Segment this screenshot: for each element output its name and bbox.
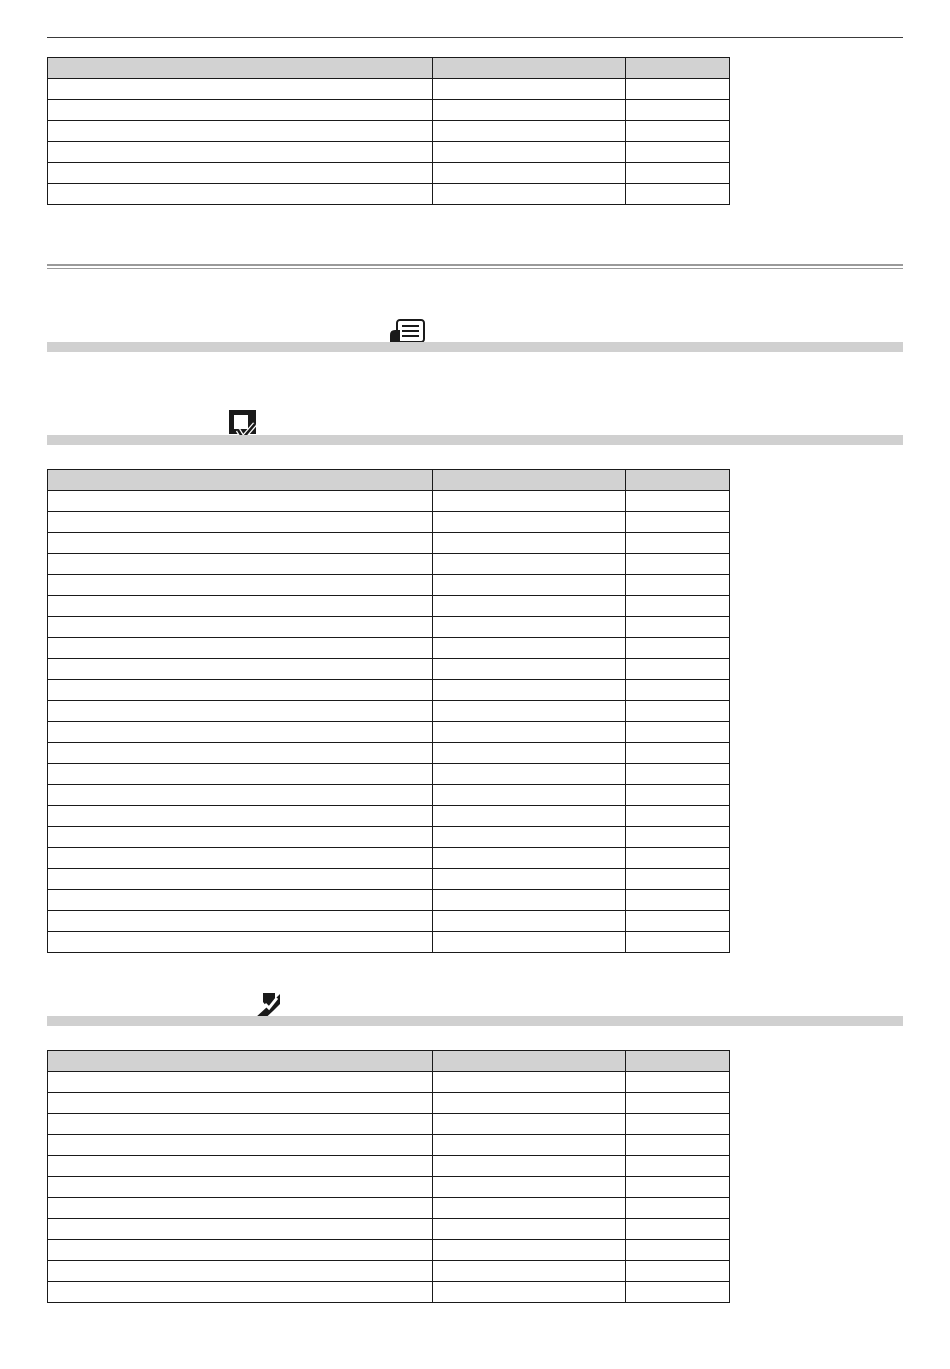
column-header bbox=[433, 1051, 626, 1072]
table-cell bbox=[626, 659, 730, 680]
table-row bbox=[48, 848, 730, 869]
table-cell bbox=[48, 890, 433, 911]
table-cell bbox=[433, 659, 626, 680]
table-cell bbox=[48, 533, 433, 554]
section-divider bbox=[47, 264, 903, 269]
table-cell bbox=[433, 554, 626, 575]
table-cell bbox=[433, 701, 626, 722]
table-cell bbox=[626, 491, 730, 512]
table-row bbox=[48, 701, 730, 722]
table-cell bbox=[626, 79, 730, 100]
table-row bbox=[48, 911, 730, 932]
table-cell bbox=[48, 659, 433, 680]
table-cell bbox=[48, 869, 433, 890]
section-bar-3 bbox=[47, 1016, 903, 1026]
column-header bbox=[48, 470, 433, 491]
table-cell bbox=[433, 785, 626, 806]
table-cell bbox=[433, 163, 626, 184]
table-cell bbox=[626, 1177, 730, 1198]
table-cell bbox=[48, 785, 433, 806]
table-cell bbox=[433, 142, 626, 163]
table-cell bbox=[48, 184, 433, 205]
table-cell bbox=[433, 1156, 626, 1177]
table-cell bbox=[626, 1219, 730, 1240]
table-row bbox=[48, 184, 730, 205]
table-cell bbox=[48, 121, 433, 142]
table-row bbox=[48, 827, 730, 848]
table-middle bbox=[47, 469, 730, 953]
table-row bbox=[48, 163, 730, 184]
table-bottom bbox=[47, 1050, 730, 1303]
table-cell bbox=[626, 869, 730, 890]
table-row bbox=[48, 785, 730, 806]
table-cell bbox=[433, 764, 626, 785]
table-cell bbox=[48, 79, 433, 100]
table-row bbox=[48, 806, 730, 827]
table-cell bbox=[626, 785, 730, 806]
table-row bbox=[48, 100, 730, 121]
table-cell bbox=[433, 1219, 626, 1240]
table-cell bbox=[433, 491, 626, 512]
table-row bbox=[48, 764, 730, 785]
table-cell bbox=[626, 680, 730, 701]
table-cell bbox=[433, 911, 626, 932]
page-header-rule bbox=[47, 37, 903, 38]
table-cell bbox=[48, 142, 433, 163]
table-cell bbox=[626, 701, 730, 722]
table-cell bbox=[626, 932, 730, 953]
table-cell bbox=[433, 1072, 626, 1093]
table-cell bbox=[48, 1072, 433, 1093]
table-cell bbox=[433, 184, 626, 205]
table-cell bbox=[626, 121, 730, 142]
table-row bbox=[48, 743, 730, 764]
table-row bbox=[48, 1219, 730, 1240]
table-cell bbox=[626, 1240, 730, 1261]
table-row bbox=[48, 142, 730, 163]
column-header bbox=[626, 1051, 730, 1072]
table-cell bbox=[626, 827, 730, 848]
table-cell bbox=[626, 184, 730, 205]
table-cell bbox=[48, 764, 433, 785]
table-cell bbox=[626, 1261, 730, 1282]
column-header bbox=[626, 470, 730, 491]
table-cell bbox=[433, 121, 626, 142]
table-cell bbox=[626, 743, 730, 764]
table-cell bbox=[48, 512, 433, 533]
table-cell bbox=[626, 806, 730, 827]
table-cell bbox=[48, 680, 433, 701]
table-cell bbox=[433, 596, 626, 617]
table-cell bbox=[433, 743, 626, 764]
table-cell bbox=[433, 575, 626, 596]
table-cell bbox=[626, 575, 730, 596]
table-cell bbox=[433, 512, 626, 533]
table-row bbox=[48, 932, 730, 953]
table-cell bbox=[48, 596, 433, 617]
table-cell bbox=[626, 1093, 730, 1114]
column-header bbox=[48, 1051, 433, 1072]
table-cell bbox=[48, 491, 433, 512]
table-cell bbox=[626, 596, 730, 617]
table-header-row bbox=[48, 470, 730, 491]
table-cell bbox=[626, 163, 730, 184]
table-cell bbox=[433, 1135, 626, 1156]
table-cell bbox=[48, 638, 433, 659]
table-cell bbox=[48, 163, 433, 184]
table-header-row bbox=[48, 1051, 730, 1072]
table-cell bbox=[626, 911, 730, 932]
table-cell bbox=[626, 890, 730, 911]
table-cell bbox=[626, 764, 730, 785]
table-cell bbox=[433, 617, 626, 638]
table-cell bbox=[433, 79, 626, 100]
table-cell bbox=[433, 1261, 626, 1282]
table-row bbox=[48, 121, 730, 142]
table-cell bbox=[433, 869, 626, 890]
table-row bbox=[48, 1282, 730, 1303]
table-row bbox=[48, 533, 730, 554]
table-row bbox=[48, 79, 730, 100]
section-bar-2 bbox=[47, 435, 903, 445]
table-cell bbox=[626, 848, 730, 869]
table-cell bbox=[626, 1198, 730, 1219]
table-row bbox=[48, 596, 730, 617]
table-cell bbox=[433, 848, 626, 869]
table-row bbox=[48, 638, 730, 659]
table-cell bbox=[48, 932, 433, 953]
table-row bbox=[48, 1135, 730, 1156]
table-row bbox=[48, 1114, 730, 1135]
table-cell bbox=[626, 638, 730, 659]
table-cell bbox=[48, 701, 433, 722]
table-cell bbox=[48, 722, 433, 743]
column-header bbox=[626, 58, 730, 79]
table-row bbox=[48, 869, 730, 890]
table-cell bbox=[48, 1156, 433, 1177]
table-cell bbox=[626, 533, 730, 554]
table-cell bbox=[48, 1240, 433, 1261]
table-cell bbox=[626, 617, 730, 638]
table-cell bbox=[433, 1114, 626, 1135]
table-cell bbox=[433, 890, 626, 911]
table-cell bbox=[48, 1114, 433, 1135]
table-header-row bbox=[48, 58, 730, 79]
table-cell bbox=[433, 1198, 626, 1219]
section-bar-1 bbox=[47, 342, 903, 352]
table-cell bbox=[626, 100, 730, 121]
table-cell bbox=[48, 100, 433, 121]
table-cell bbox=[626, 722, 730, 743]
table-cell bbox=[48, 827, 433, 848]
table-row bbox=[48, 1156, 730, 1177]
table-cell bbox=[48, 911, 433, 932]
table-cell bbox=[433, 638, 626, 659]
table-row bbox=[48, 512, 730, 533]
table-cell bbox=[626, 1114, 730, 1135]
table-cell bbox=[433, 533, 626, 554]
table-row bbox=[48, 1072, 730, 1093]
table-cell bbox=[48, 743, 433, 764]
table-cell bbox=[433, 680, 626, 701]
table-cell bbox=[626, 1282, 730, 1303]
table-cell bbox=[433, 1177, 626, 1198]
column-header bbox=[48, 58, 433, 79]
table-cell bbox=[433, 722, 626, 743]
table-cell bbox=[48, 1282, 433, 1303]
table-row bbox=[48, 617, 730, 638]
table-row bbox=[48, 722, 730, 743]
table-cell bbox=[433, 806, 626, 827]
table-row bbox=[48, 491, 730, 512]
table-cell bbox=[626, 554, 730, 575]
table-top bbox=[47, 57, 730, 205]
table-cell bbox=[626, 1072, 730, 1093]
table-row bbox=[48, 1093, 730, 1114]
table-cell bbox=[48, 554, 433, 575]
table-row bbox=[48, 680, 730, 701]
table-row bbox=[48, 1198, 730, 1219]
table-row bbox=[48, 554, 730, 575]
table-cell bbox=[48, 848, 433, 869]
table-row bbox=[48, 1177, 730, 1198]
table-cell bbox=[626, 1156, 730, 1177]
table-cell bbox=[48, 1198, 433, 1219]
table-cell bbox=[626, 512, 730, 533]
table-cell bbox=[433, 1093, 626, 1114]
table-cell bbox=[48, 1177, 433, 1198]
table-cell bbox=[433, 1240, 626, 1261]
table-cell bbox=[433, 827, 626, 848]
table-row bbox=[48, 1261, 730, 1282]
table-cell bbox=[48, 1261, 433, 1282]
table-cell bbox=[48, 1135, 433, 1156]
table-row bbox=[48, 1240, 730, 1261]
table-cell bbox=[626, 1135, 730, 1156]
column-header bbox=[433, 58, 626, 79]
table-row bbox=[48, 890, 730, 911]
table-cell bbox=[48, 575, 433, 596]
table-cell bbox=[433, 1282, 626, 1303]
column-header bbox=[433, 470, 626, 491]
table-cell bbox=[433, 100, 626, 121]
table-cell bbox=[48, 1093, 433, 1114]
table-row bbox=[48, 575, 730, 596]
table-cell bbox=[433, 932, 626, 953]
table-cell bbox=[48, 617, 433, 638]
table-cell bbox=[626, 142, 730, 163]
table-cell bbox=[48, 1219, 433, 1240]
table-cell bbox=[48, 806, 433, 827]
table-row bbox=[48, 659, 730, 680]
